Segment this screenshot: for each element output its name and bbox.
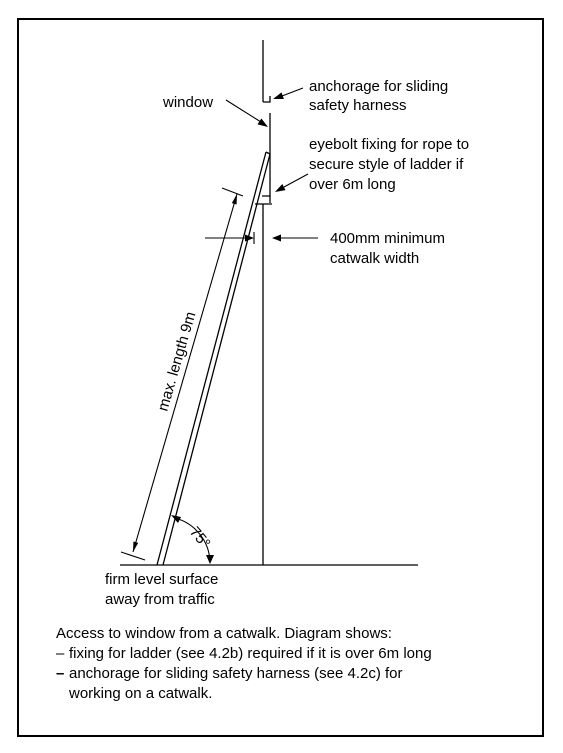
eyebolt-label-line1: eyebolt fixing for rope to bbox=[309, 136, 470, 153]
length-arrow-top bbox=[232, 194, 237, 205]
length-arrow-bottom bbox=[133, 542, 138, 553]
anchorage-label-line2: safety harness bbox=[309, 97, 407, 114]
window-label: window bbox=[163, 94, 214, 111]
catwalk-width-label-line2: catwalk width bbox=[330, 250, 420, 267]
bullet-dash: – bbox=[56, 645, 65, 662]
caption-bullet-1 bbox=[56, 644, 526, 664]
anchorage-leader-arrow bbox=[273, 92, 284, 99]
surface-label-line1: firm level surface bbox=[105, 571, 219, 588]
anchorage-leader bbox=[282, 88, 303, 96]
window-leader bbox=[226, 100, 261, 122]
anchorage-bracket bbox=[263, 96, 270, 102]
caption-intro: Access to window from a catwalk. Diagram shows: bbox=[56, 625, 392, 642]
angle-arrow-top bbox=[171, 515, 181, 523]
bullet-dash: – bbox=[56, 665, 65, 682]
caption-bullet-2-text: anchorage for sliding safety harness (see 4.2c) for bbox=[69, 665, 403, 682]
caption-bullet-1-text: fixing for ladder (see 4.2b) required if it is over 6m long bbox=[69, 645, 432, 662]
caption-bullet-2 bbox=[56, 664, 526, 684]
length-tick-bottom bbox=[121, 552, 145, 560]
window-leader-arrow bbox=[258, 119, 269, 128]
anchorage-label-line1: anchorage for sliding bbox=[309, 78, 449, 95]
angle-label: 75° bbox=[185, 523, 214, 552]
length-tick-top bbox=[222, 188, 243, 196]
width-arrow-left bbox=[245, 235, 254, 242]
eyebolt-bracket bbox=[262, 196, 270, 203]
eyebolt-label-line2: secure style of ladder if bbox=[309, 156, 464, 173]
eyebolt-label-line3: over 6m long bbox=[309, 176, 396, 193]
length-dimension-line bbox=[133, 194, 237, 552]
eyebolt-leader-arrow bbox=[275, 184, 286, 192]
diagram-caption bbox=[56, 624, 526, 704]
length-label: max. length 9m bbox=[154, 309, 200, 414]
angle-arrow-bottom bbox=[206, 555, 214, 564]
catwalk-width-label-line1: 400mm minimum bbox=[330, 230, 446, 247]
surface-label-line2: away from traffic bbox=[105, 591, 215, 608]
eyebolt-leader bbox=[284, 174, 308, 187]
caption-bullet-2-continuation: working on a catwalk. bbox=[69, 685, 213, 702]
width-arrow-right bbox=[272, 235, 281, 242]
